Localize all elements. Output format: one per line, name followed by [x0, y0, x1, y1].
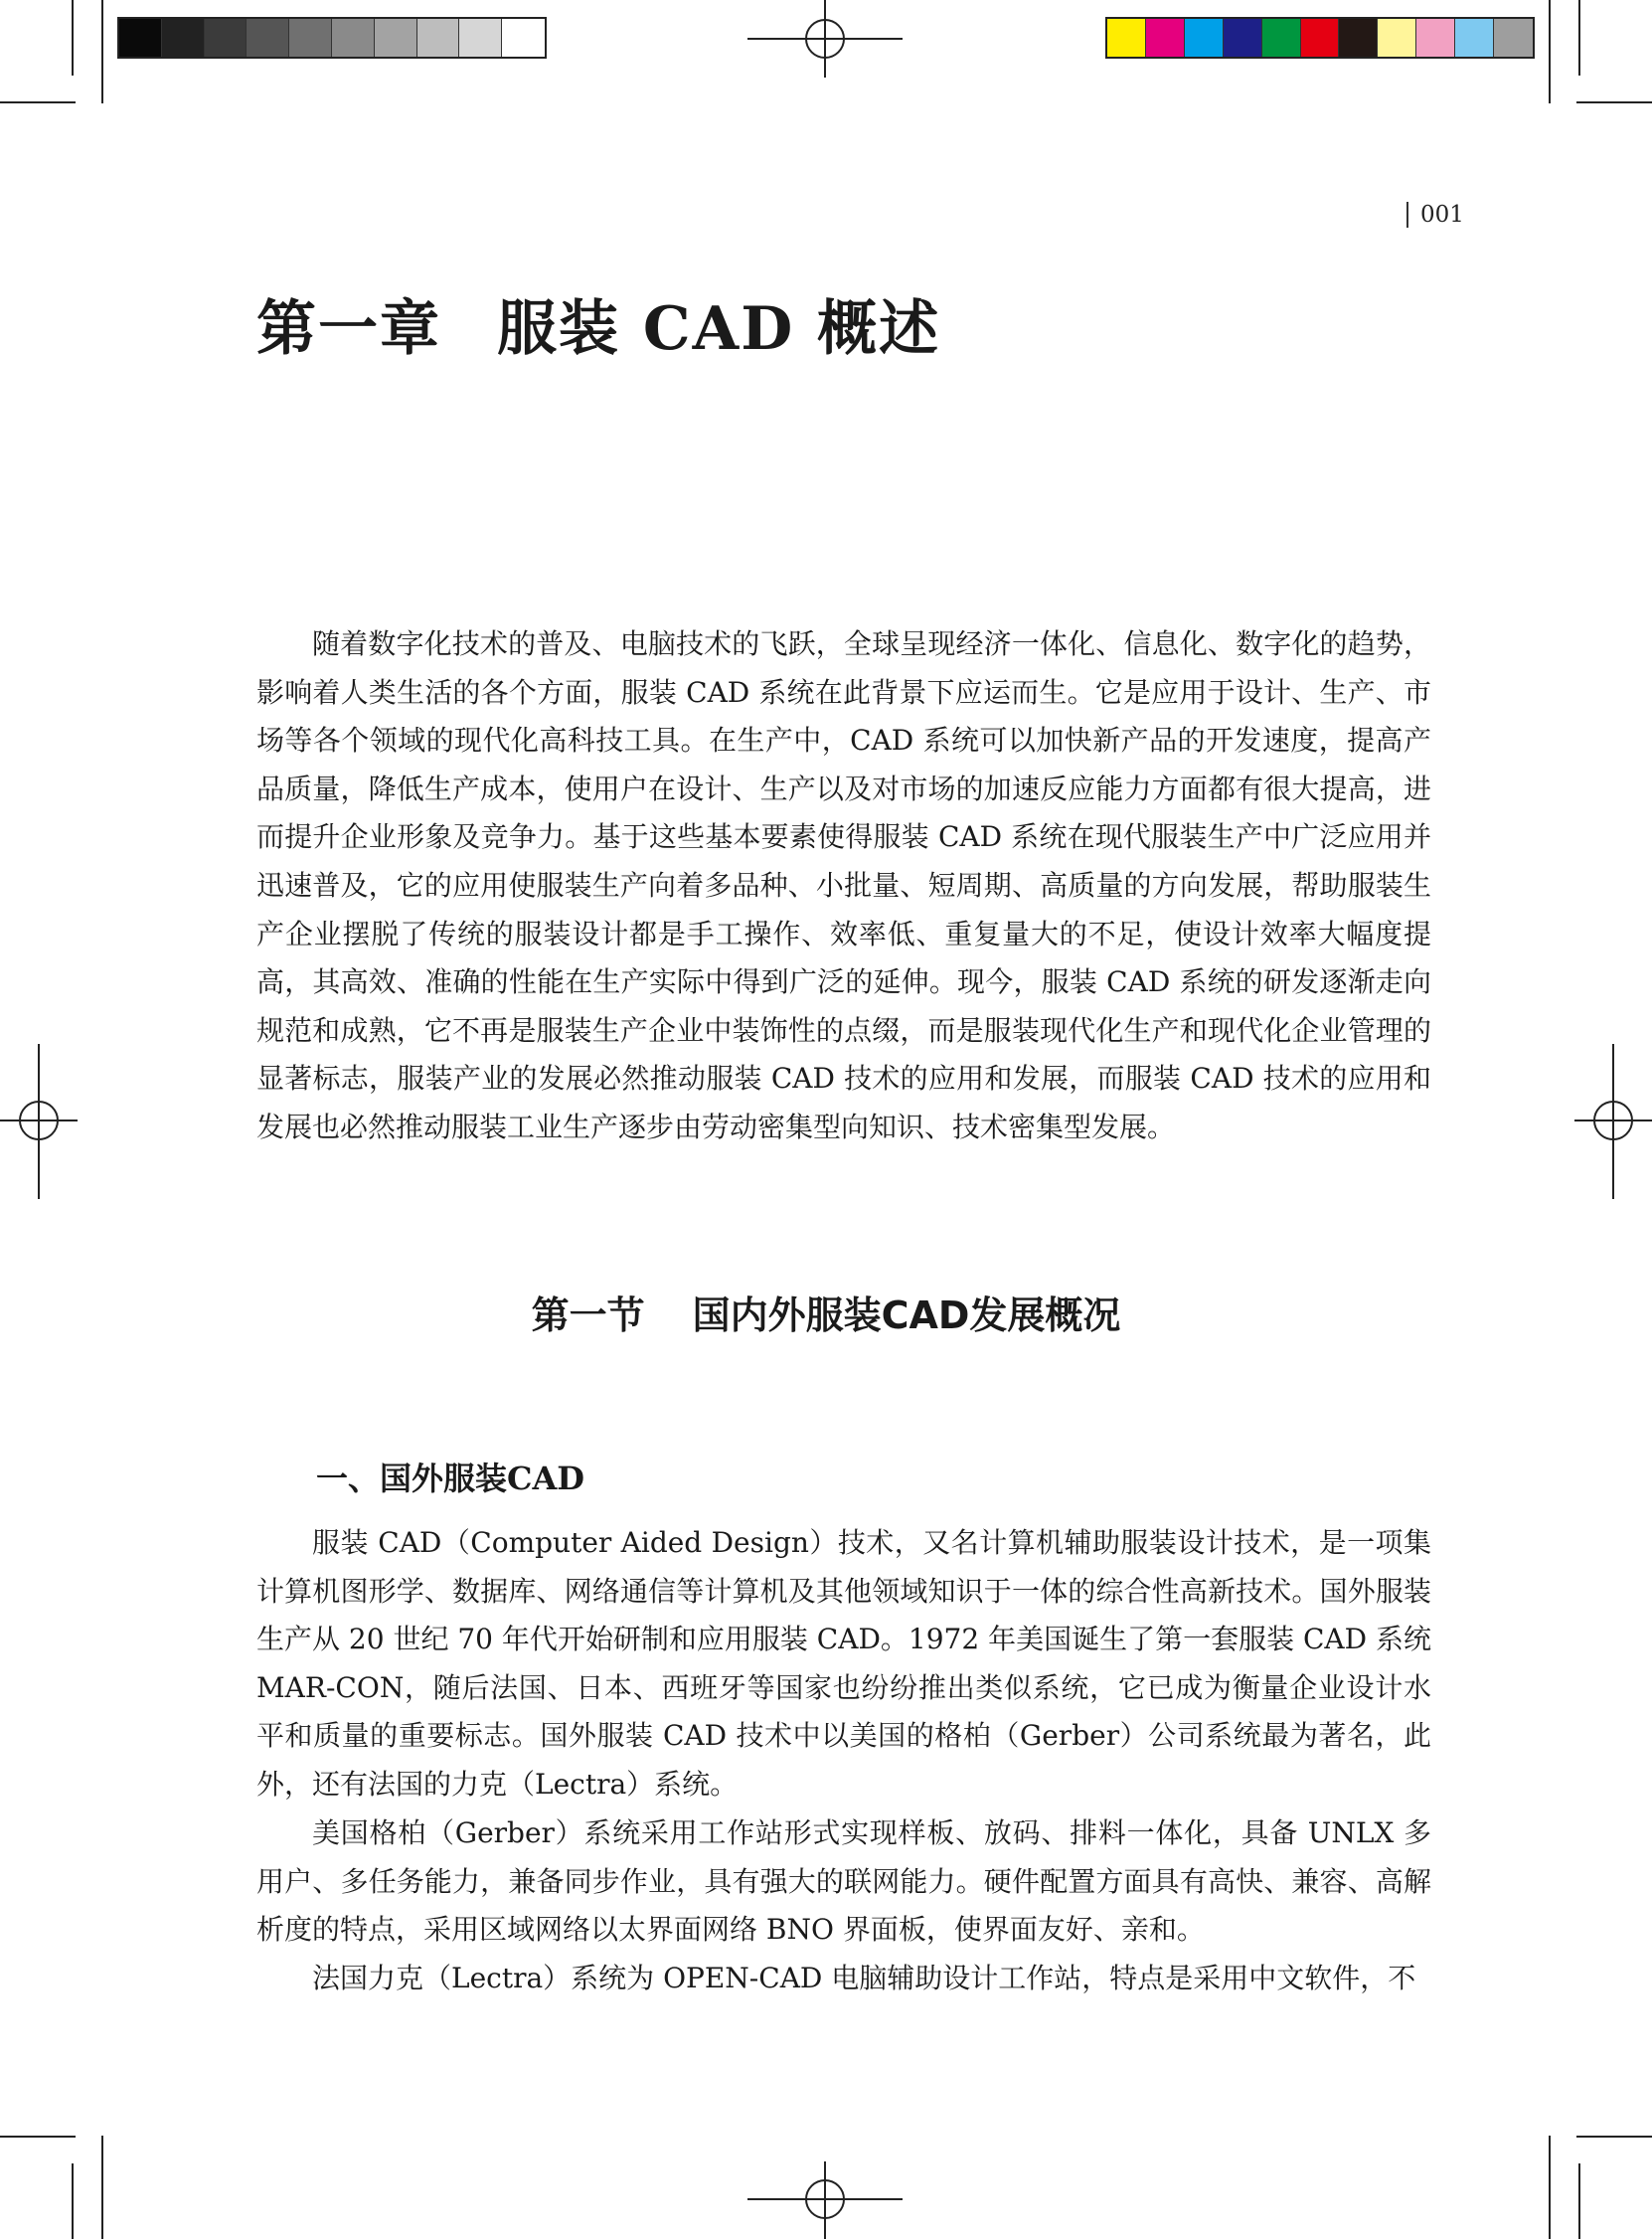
subsection-title: 一、国外服装CAD — [316, 1460, 585, 1497]
color-swatch — [119, 19, 162, 57]
color-swatch — [1301, 19, 1340, 57]
color-swatch — [205, 19, 248, 57]
color-swatch — [1185, 19, 1224, 57]
color-swatch — [289, 19, 332, 57]
color-swatch — [1494, 19, 1533, 57]
chapter-number: 第一章 — [256, 294, 441, 364]
body-paragraph: 法国力克（Lectra）系统为 OPEN-CAD 电脑辅助设计工作站，特点是采用中文软件，不 — [312, 1962, 1416, 1994]
section-number: 第一节 — [531, 1293, 645, 1337]
intro-paragraph: 随着数字化技术的普及、电脑技术的飞跃，全球呈现经济一体化、信息化、数字化的趋势，影响着人类生活的各个方面，服装 CAD 系统在此背景下应运而生。它是应用于设计、生产、市场等各个领域的现代化高科技工具。在生产中，CAD 系统可以加快新产品的开发速度，提高产品质量，降低生产成本，使用户在设计、生产以及对市场的加速反应能力方面都有很大提高，进而提升企业形象及竞争力。基于这些基本要素使得服装 CAD 系统在现代服装生产中广泛应用并迅速普及，它的应用使服装生产向着多品种、小批量、短周期、高质量的方向发展，帮助服装生产企业摆脱了传统的服装设计都是手工操作、效率低、重复量大的不足，使设计效率大幅度提高，其高效、准确的性能在生产实际中得到广泛的延伸。现今，服装 CAD 系统的研发逐渐走向规范和成熟，它不再是服装生产企业中装饰性的点缀，而是服装现代化生产和现代化企业管理的显著标志，服装产业的发展必然推动服装 CAD 技术的应用和发展，而服装 CAD 技术的应用和发展也必然推动服装工业生产逐步由劳动密集型向知识、技术密集型发展。 — [256, 627, 1431, 1143]
color-swatch — [502, 19, 545, 57]
color-swatch — [375, 19, 417, 57]
chapter-title — [256, 281, 940, 367]
color-swatch — [1455, 19, 1494, 57]
color-swatch — [1416, 19, 1455, 57]
color-swatch — [1339, 19, 1378, 57]
body-paragraph: 美国格柏（Gerber）系统采用工作站形式实现样板、放码、排料一体化，具备 UNLX 多用户、多任务能力，兼备同步作业，具有强大的联网能力。硬件配置方面具有高快、兼容、高解析度的特点，采用区域网络以太界面网络 BNO 界面板，使界面友好、亲和。 — [256, 1816, 1431, 1947]
color-swatch — [1378, 19, 1416, 57]
page-number: 001 — [1406, 202, 1464, 228]
color-swatch — [1107, 19, 1146, 57]
color-bar — [1105, 17, 1535, 59]
grayscale-bar — [117, 17, 547, 59]
section-name: 国内外服装CAD发展概况 — [692, 1293, 1121, 1337]
color-swatch — [332, 19, 375, 57]
color-swatch — [1262, 19, 1301, 57]
section-title — [0, 1285, 1652, 1339]
color-swatch — [459, 19, 502, 57]
color-swatch — [1224, 19, 1262, 57]
color-swatch — [162, 19, 205, 57]
color-swatch — [417, 19, 460, 57]
chapter-name: 服装 CAD 概述 — [497, 294, 941, 364]
color-swatch — [1146, 19, 1185, 57]
body-paragraph: 服装 CAD（Computer Aided Design）技术，又名计算机辅助服装设计技术，是一项集计算机图形学、数据库、网络通信等计算机及其他领域知识于一体的综合性高新技术。国外服装生产从 20 世纪 70 年代开始研制和应用服装 CAD。1972 年美国诞生了第一套服装 CAD 系统MAR-CON，随后法国、日本、西班牙等国家也纷纷推出类似系统，它已成为衡量企业设计水平和质量的重要标志。国外服装 CAD 技术中以美国的格柏（Gerber）公司系统最为著名，此外，还有法国的力克（Lectra）系统。 — [256, 1526, 1431, 1801]
color-swatch — [247, 19, 289, 57]
